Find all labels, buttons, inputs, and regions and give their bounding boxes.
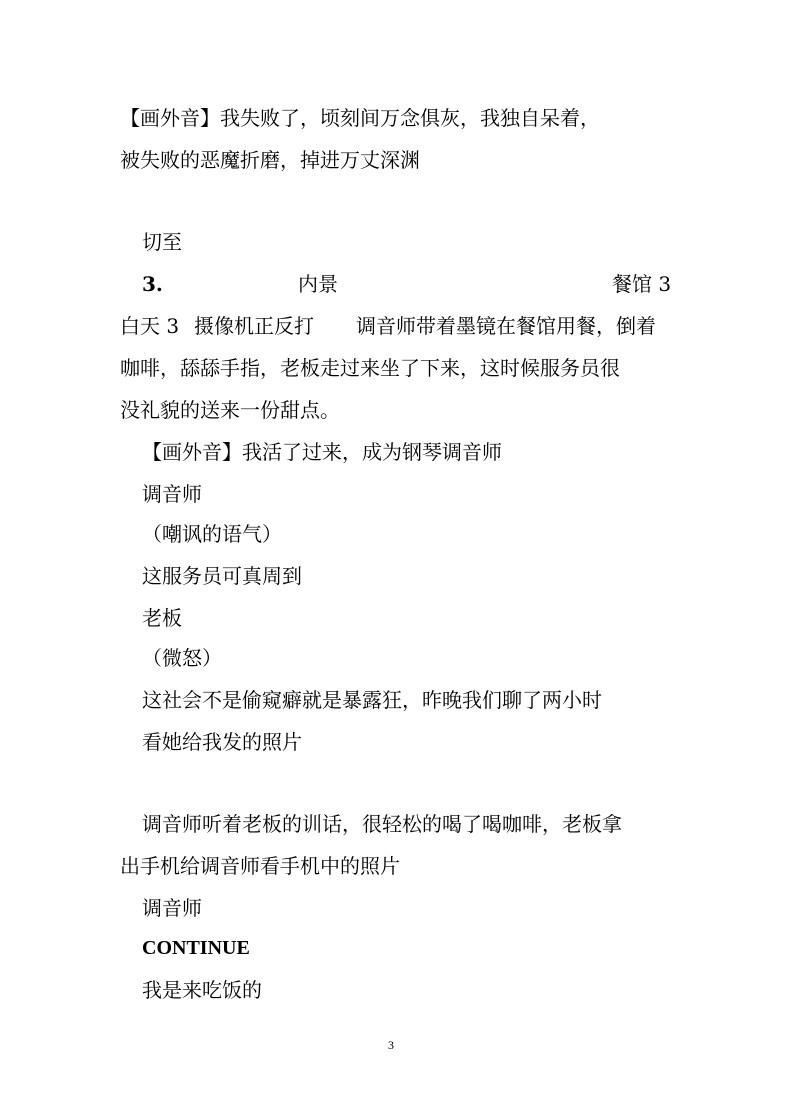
scene-number: 3. (142, 272, 163, 296)
continue-marker: CONTINUE (142, 937, 250, 959)
camera-direction: 摄像机正反打 (194, 314, 314, 338)
character-name: 调音师 (142, 482, 202, 506)
dialogue-line: 看她给我发的照片 (142, 730, 302, 754)
scene-location-type: 内景 (298, 272, 338, 296)
action-line-1: 调音师带着墨镜在餐馆用餐，倒着 (356, 314, 656, 338)
dialogue-line: 这社会不是偷窥癖就是暴露狂，昨晚我们聊了两小时 (142, 688, 602, 712)
action-line-4: 调音师听着老板的训话，很轻松的喝了喝咖啡，老板拿 (142, 812, 622, 836)
action-line-2: 咖啡，舔舔手指，老板走过来坐了下来，这时候服务员很 (120, 356, 620, 380)
character-name: 老板 (142, 606, 182, 630)
dialogue-line: 这服务员可真周到 (142, 564, 302, 588)
page-number: 3 (388, 1038, 394, 1052)
parenthetical: （嘲讽的语气） (142, 522, 282, 546)
scene-place: 餐馆 3 (612, 272, 672, 296)
action-line-5: 出手机给调音师看手机中的照片 (120, 854, 400, 878)
dialogue-line: 我是来吃饭的 (142, 978, 262, 1002)
action-line-3: 没礼貌的送来一份甜点。 (120, 398, 340, 422)
parenthetical: （微怒） (142, 646, 222, 670)
cut-to: 切至 (142, 230, 182, 254)
voiceover-line-3: 【画外音】我活了过来，成为钢琴调音师 (142, 440, 502, 464)
scene-time: 白天 3 (120, 314, 180, 338)
voiceover-line-1: 【画外音】我失败了，顷刻间万念俱灰，我独自呆着， (120, 106, 600, 130)
character-name: 调音师 (142, 896, 202, 920)
voiceover-line-2: 被失败的恶魔折磨，掉进万丈深渊 (120, 148, 420, 172)
